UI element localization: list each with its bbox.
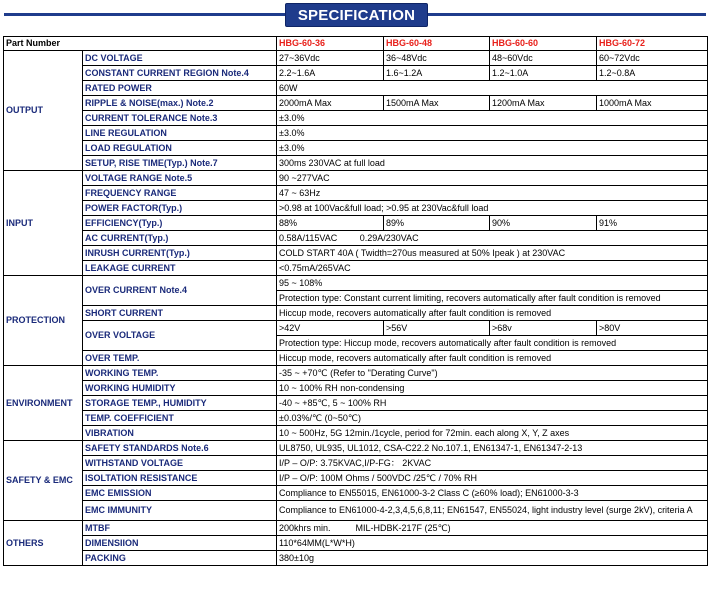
cell-value: 89% [384, 216, 490, 231]
item-label: OVER CURRENT Note.4 [83, 276, 277, 306]
cell-value: >42V [277, 321, 384, 336]
item-label: WORKING HUMIDITY [83, 381, 277, 396]
table-row [4, 66, 708, 81]
table-row [4, 201, 708, 216]
cell-value: 0.58A/115VAC 0.29A/230VAC [277, 231, 708, 246]
cell-value: 1200mA Max [490, 96, 597, 111]
category-safety: SAFETY & EMC [4, 441, 83, 521]
item-label: POWER FACTOR(Typ.) [83, 201, 277, 216]
cell-value: UL8750, UL935, UL1012, CSA-C22.2 No.107.1, EN61347-1, EN61347-2-13 [277, 441, 708, 456]
cell-value: ±0.03%/℃ (0~50℃) [277, 411, 708, 426]
table-row [4, 351, 708, 366]
cell-value: I/P – O/P: 100M Ohms / 500VDC /25℃ / 70% RH [277, 471, 708, 486]
cell-value: 10 ~ 100% RH non-condensing [277, 381, 708, 396]
cell-value: 2000mA Max [277, 96, 384, 111]
item-label: RIPPLE & NOISE(max.) Note.2 [83, 96, 277, 111]
table-row [4, 426, 708, 441]
cell-value: 380±10g [277, 551, 708, 566]
table-row [4, 111, 708, 126]
item-label: SHORT CURRENT [83, 306, 277, 321]
table-row [4, 321, 708, 336]
item-label: CURRENT TOLERANCE Note.3 [83, 111, 277, 126]
header-row [4, 37, 708, 51]
table-row [4, 81, 708, 96]
item-label: FREQUENCY RANGE [83, 186, 277, 201]
table-row [4, 551, 708, 566]
cell-value: ±3.0% [277, 141, 708, 156]
item-label: ISOLTATION RESISTANCE [83, 471, 277, 486]
table-row [4, 246, 708, 261]
table-row [4, 171, 708, 186]
cell-value: 110*64MM(L*W*H) [277, 536, 708, 551]
cell-value: Protection type: Hiccup mode, recovers automatically after fault condition is removed [277, 336, 708, 351]
cell-value: >0.98 at 100Vac&full load; >0.95 at 230Vac&full load [277, 201, 708, 216]
table-row [4, 501, 708, 521]
cell-value: 27~36Vdc [277, 51, 384, 66]
table-row [4, 96, 708, 111]
item-label: OVER TEMP. [83, 351, 277, 366]
table-row [4, 126, 708, 141]
page-title: SPECIFICATION [285, 3, 428, 27]
table-row [4, 156, 708, 171]
table-row [4, 231, 708, 246]
item-label: WITHSTAND VOLTAGE [83, 456, 277, 471]
table-row [4, 536, 708, 551]
cell-value: Compliance to EN61000-4-2,3,4,5,6,8,11; EN61547, EN55024, light industry level (surge 2kV), criteria A [277, 501, 708, 521]
cell-value: >68v [490, 321, 597, 336]
cell-value: 10 ~ 500Hz, 5G 12min./1cycle, period for 72min. each along X, Y, Z axes [277, 426, 708, 441]
category-others: OTHERS [4, 521, 83, 566]
table-row [4, 381, 708, 396]
item-label: DIMENSIION [83, 536, 277, 551]
table-row [4, 471, 708, 486]
cell-value: 1500mA Max [384, 96, 490, 111]
table-row [4, 306, 708, 321]
cell-value: 95 ~ 108% [277, 276, 708, 291]
table-row [4, 276, 708, 291]
item-label: WORKING TEMP. [83, 366, 277, 381]
cell-value: -40 ~ +85℃, 5 ~ 100% RH [277, 396, 708, 411]
item-label: INRUSH CURRENT(Typ.) [83, 246, 277, 261]
cell-value: 47 ~ 63Hz [277, 186, 708, 201]
part-number-label: Part Number [4, 37, 277, 51]
cell-value: Hiccup mode, recovers automatically after fault condition is removed [277, 306, 708, 321]
cell-value: 60~72Vdc [597, 51, 708, 66]
table-row [4, 261, 708, 276]
table-row [4, 366, 708, 381]
table-row [4, 456, 708, 471]
category-environment: ENVIRONMENT [4, 366, 83, 441]
cell-value: <0.75mA/265VAC [277, 261, 708, 276]
item-label: STORAGE TEMP., HUMIDITY [83, 396, 277, 411]
item-label: LOAD REGULATION [83, 141, 277, 156]
cell-value: 1.2~1.0A [490, 66, 597, 81]
item-label: LINE REGULATION [83, 126, 277, 141]
item-label: RATED POWER [83, 81, 277, 96]
item-label: EMC IMMUNITY [83, 501, 277, 521]
table-row [4, 411, 708, 426]
table-row [4, 216, 708, 231]
cell-value: 60W [277, 81, 708, 96]
item-label: SETUP, RISE TIME(Typ.) Note.7 [83, 156, 277, 171]
table-row [4, 186, 708, 201]
model-1: HBG-60-36 [277, 37, 384, 51]
cell-value: Compliance to EN55015, EN61000-3-2 Class C (≥60% load); EN61000-3-3 [277, 486, 708, 501]
cell-value: I/P – O/P: 3.75KVAC,I/P-FG： 2KVAC [277, 456, 708, 471]
item-label: CONSTANT CURRENT REGION Note.4 [83, 66, 277, 81]
item-label: TEMP. COEFFICIENT [83, 411, 277, 426]
item-label: AC CURRENT(Typ.) [83, 231, 277, 246]
model-4: HBG-60-72 [597, 37, 708, 51]
cell-value: 88% [277, 216, 384, 231]
item-label: DC VOLTAGE [83, 51, 277, 66]
table-row [4, 486, 708, 501]
cell-value: 90% [490, 216, 597, 231]
cell-value: 200khrs min. MIL-HDBK-217F (25℃) [277, 521, 708, 536]
cell-value: -35 ~ +70℃ (Refer to "Derating Curve") [277, 366, 708, 381]
item-label: VIBRATION [83, 426, 277, 441]
table-row [4, 441, 708, 456]
model-3: HBG-60-60 [490, 37, 597, 51]
category-input: INPUT [4, 171, 83, 276]
cell-value: 1000mA Max [597, 96, 708, 111]
category-output: OUTPUT [4, 51, 83, 171]
cell-value: ±3.0% [277, 126, 708, 141]
item-label: SAFETY STANDARDS Note.6 [83, 441, 277, 456]
table-row [4, 141, 708, 156]
cell-value: 90 ~277VAC [277, 171, 708, 186]
cell-value: 36~48Vdc [384, 51, 490, 66]
item-label: OVER VOLTAGE [83, 321, 277, 351]
table-row [4, 396, 708, 411]
item-label: VOLTAGE RANGE Note.5 [83, 171, 277, 186]
cell-value: 2.2~1.6A [277, 66, 384, 81]
category-protection: PROTECTION [4, 276, 83, 366]
cell-value: Hiccup mode, recovers automatically after fault condition is removed [277, 351, 708, 366]
cell-value: 1.2~0.8A [597, 66, 708, 81]
spec-table [3, 36, 708, 566]
cell-value: Protection type: Constant current limiting, recovers automatically after fault condition is removed [277, 291, 708, 306]
model-2: HBG-60-48 [384, 37, 490, 51]
table-row [4, 521, 708, 536]
cell-value: 48~60Vdc [490, 51, 597, 66]
item-label: EFFICIENCY(Typ.) [83, 216, 277, 231]
table-row [4, 51, 708, 66]
cell-value: COLD START 40A ( Twidth=270us measured at 50% Ipeak ) at 230VAC [277, 246, 708, 261]
cell-value: >56V [384, 321, 490, 336]
item-label: EMC EMISSION [83, 486, 277, 501]
cell-value: 300ms 230VAC at full load [277, 156, 708, 171]
item-label: PACKING [83, 551, 277, 566]
item-label: MTBF [83, 521, 277, 536]
item-label: LEAKAGE CURRENT [83, 261, 277, 276]
cell-value: ±3.0% [277, 111, 708, 126]
cell-value: >80V [597, 321, 708, 336]
cell-value: 91% [597, 216, 708, 231]
cell-value: 1.6~1.2A [384, 66, 490, 81]
